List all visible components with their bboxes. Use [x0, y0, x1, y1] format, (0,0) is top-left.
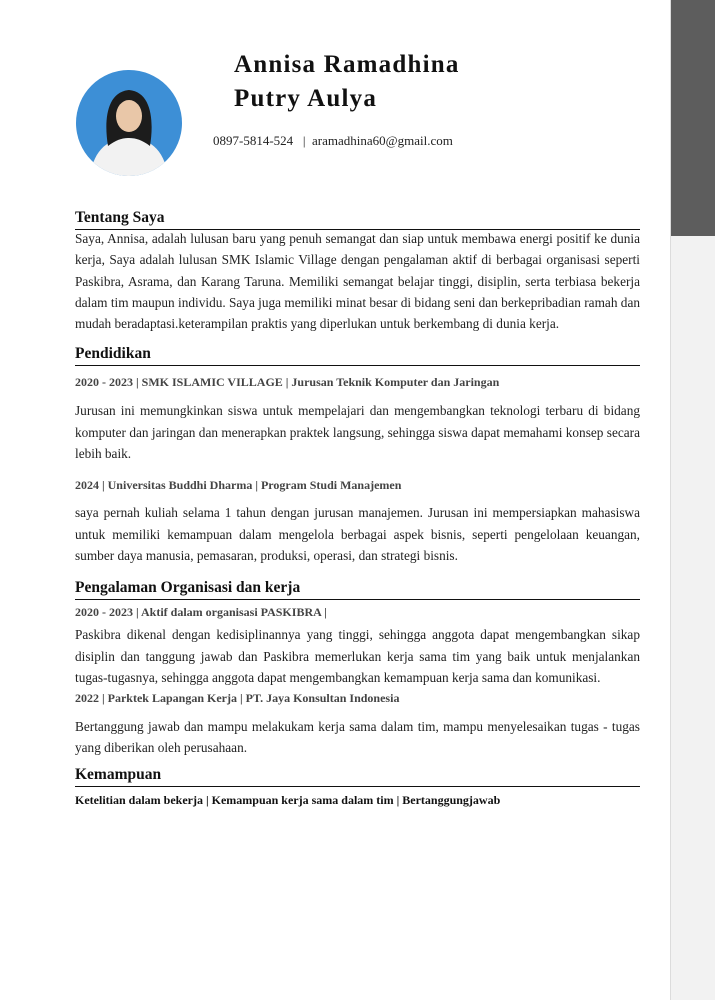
education-entry-heading: 2024 | Universitas Buddhi Dharma | Program Studi Manajemen [75, 478, 402, 493]
scrollbar-thumb[interactable] [671, 0, 715, 236]
phone-number: 0897-5814-524 [213, 133, 294, 148]
experience-entry-heading: 2020 - 2023 | Aktif dalam organisasi PASKIBRA | [75, 605, 327, 620]
education-entry-heading: 2020 - 2023 | SMK ISLAMIC VILLAGE | Jurusan Teknik Komputer dan Jaringan [75, 375, 500, 390]
skills-text: Ketelitian dalam bekerja | Kemampuan kerja sama dalam tim | Bertanggungjawab [75, 792, 501, 807]
contact-separator: | [302, 133, 306, 148]
name-block [234, 48, 460, 116]
experience-entry-heading: 2022 | Parktek Lapangan Kerja | PT. Jaya Konsultan Indonesia [75, 691, 400, 706]
section-divider [75, 599, 640, 600]
experience-entry-text: Paskibra dikenal dengan kedisiplinannya yang tinggi, sehingga anggota dapat mengembangkan sikap disiplin dan tanggung jawab dan Paskibra memerlukan kerja sama tim yang baik untuk menjalankan tugas-tugasnya, sehingga anggota dapat mengembangkan kemampuan kerja sama dan komunikasi. [75, 627, 640, 685]
education-entry-text: saya pernah kuliah selama 1 tahun dengan jurusan manajemen. Jurusan ini mempersiapkan mahasiswa untuk memiliki kemampuan dalam mengelola berbagai aspek bisnis, seperti pengelolaan keuangan, sumber daya manusia, pemasaran, produksi, operasi, dan strategi bisnis. [75, 505, 640, 563]
section-divider [75, 786, 640, 787]
profile-photo [76, 70, 182, 176]
email-address: aramadhina60@gmail.com [312, 133, 453, 148]
name-line-2: Putry Aulya [234, 85, 378, 112]
about-text: Saya, Annisa, adalah lulusan baru yang penuh semangat dan siap untuk membawa energi positif ke dunia kerja, Saya adalah lulusan SMK Islamic Village dengan pengalaman aktif di berbagai organisasi seperti Paskibra, Asrama, dan Karang Taruna. Memiliki semangat belajar tinggi, disiplin, serta terbiasa bekerja dalam tim maupun individu. Saya juga memiliki minat besar di bidang seni dan berkepribadian ramah dan mudah beradaptasi.keterampilan praktis yang diperlukan untuk berkembang di dunia kerja. [75, 231, 640, 332]
education-title: Pendidikan [75, 345, 151, 363]
skills-title: Kemampuan [75, 765, 162, 783]
experience-title: Pengalaman Organisasi dan kerja [75, 579, 301, 597]
name-line-1: Annisa Ramadhina [234, 51, 460, 78]
contact-line [213, 133, 453, 149]
about-title: Tentang Saya [75, 209, 165, 226]
avatar [76, 70, 182, 176]
education-entry-text: Jurusan ini memungkinkan siswa untuk mempelajari dan mengembangkan teknologi terbaru di bidang komputer dan jaringan dan menerapkan praktek langsung, sehingga siswa dapat memahami konsep secara lebih baik. [75, 403, 640, 462]
resume-body [75, 208, 640, 808]
experience-entry-text: Bertanggung jawab dan mampu melakukam kerja sama dalam tim, mampu menyelesaikan tugas - tugas yang diberikan oleh perusahaan. [75, 719, 640, 756]
section-divider [75, 365, 640, 366]
